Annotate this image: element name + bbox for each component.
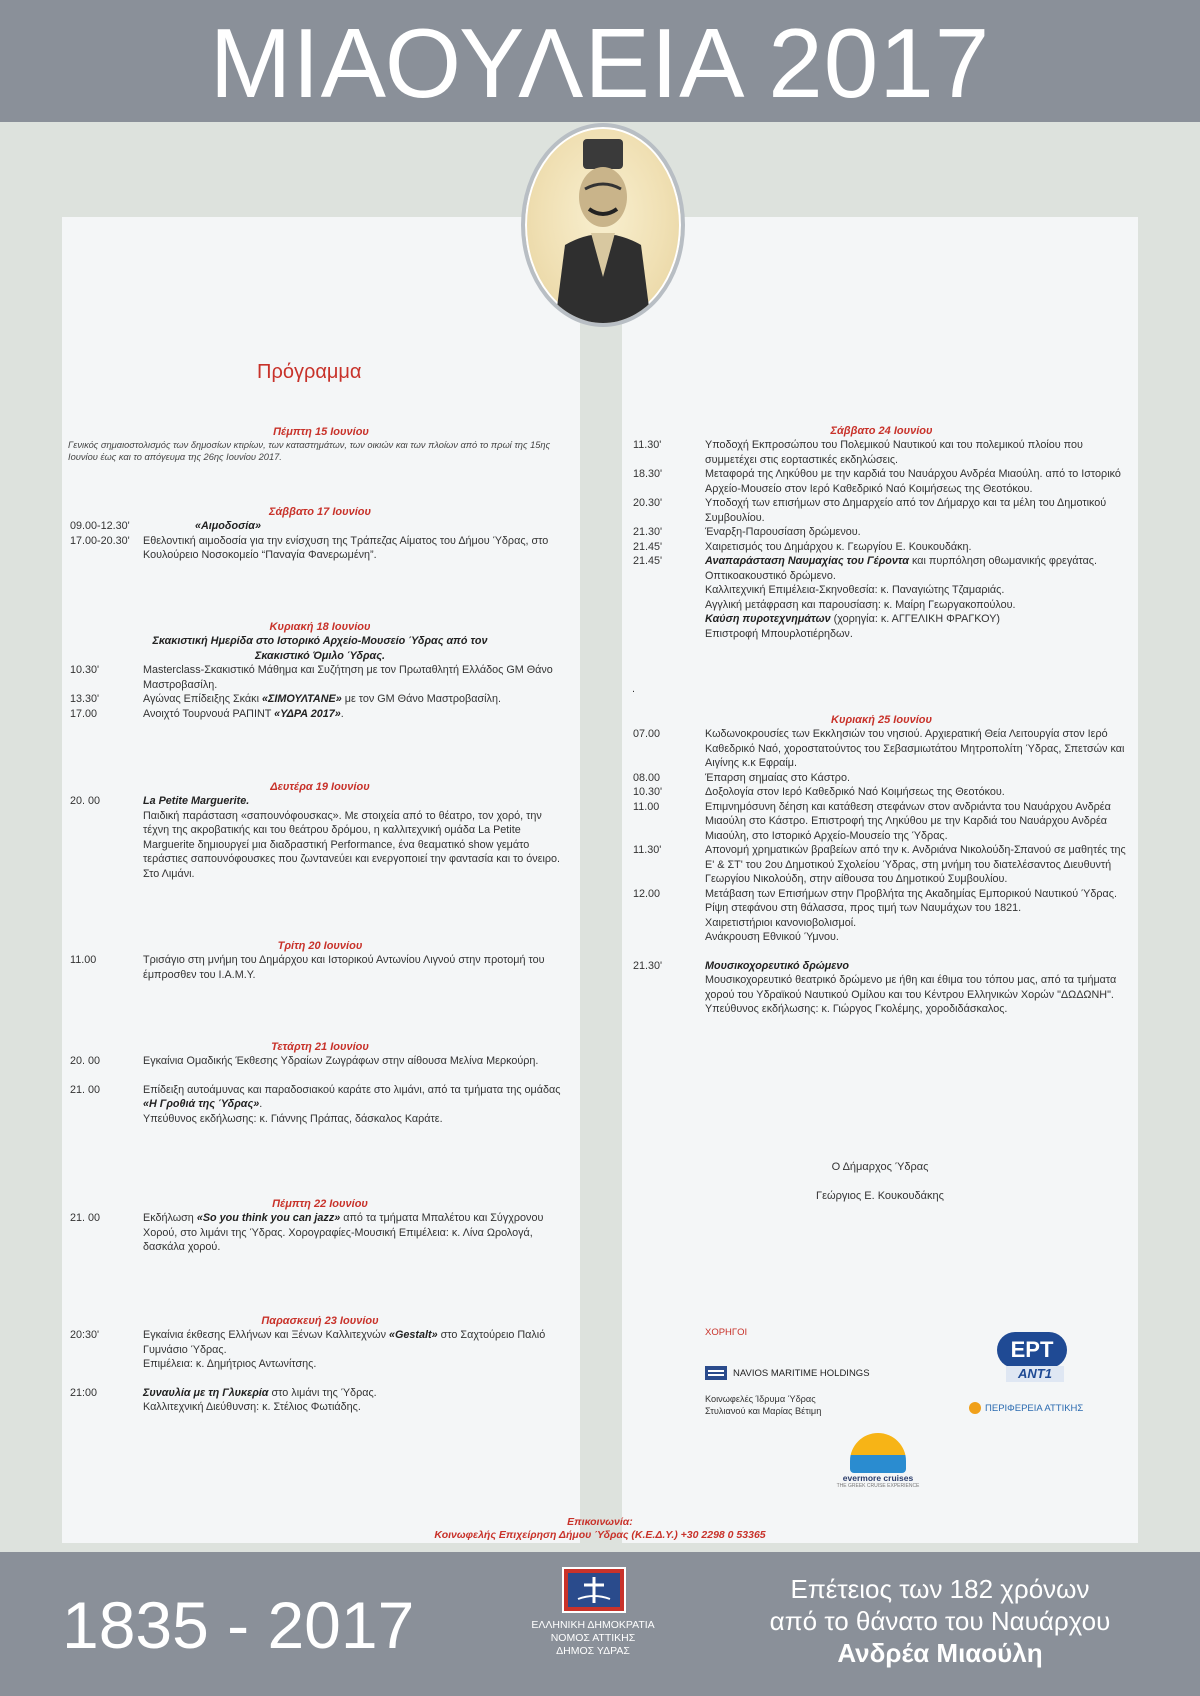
- perifereia-label: ΠΕΡΙΦΕΡΕΙΑ ΑΤΤΙΚΗΣ: [985, 1402, 1084, 1414]
- event-text: (χορηγία: κ. ΑΓΓΕΛΙΚΗ ΦΡΑΓΚΟΥ): [830, 613, 1001, 625]
- poster-title: ΜΙΑΟΥΛΕΙΑ 2017: [209, 8, 991, 118]
- koinofeles-line-2: Στυλιανού και Μαρίας Βέτιμη: [705, 1406, 822, 1416]
- event-bold: Αναπαράσταση Ναυμαχίας του Γέροντα: [705, 555, 909, 567]
- event-time: 11.00: [633, 800, 660, 813]
- event-time: 21.45': [633, 555, 663, 567]
- event-time: 07.00: [633, 728, 661, 740]
- mayor-title: Ο Δήμαρχος Ύδρας: [831, 1161, 929, 1173]
- event-time: 21. 00: [70, 1212, 101, 1224]
- event-text: Μουσικοχορευτικό θεατρικό δρώμενο με ήθη και έθιμα του τόπου μας, από τα τμήματα χορού του Υδραϊκού Ναυτικού Ομίλου και του Κέντρου Ελληνικών Χορών "ΔΩΔΩΝΗ".: [705, 974, 1117, 1001]
- admiral-portrait-icon: [521, 123, 685, 327]
- event-text: Εθελοντική αιμοδοσία για την ενίσχυση της Τράπεζας Αίματος του Δήμου Ύδρας, στο Κουλούρειο Νοσοκομείο “Παναγία Φανερωμένη”.: [143, 534, 549, 561]
- event-time: 18.30': [633, 468, 663, 480]
- event-text: Αγώνας Επίδειξης Σκάκι: [143, 693, 262, 705]
- event-text: Εγκαίνια Ομαδικής Έκθεσης Υδραίων Ζωγράφων στην αίθουσα Μελίνα Μερκούρη.: [143, 1055, 539, 1067]
- section-sat-17: [70, 505, 570, 563]
- day-heading: Παρασκευή 23 Ιουνίου: [261, 1315, 379, 1327]
- event-headline: Σκακιστική Ημερίδα στο Ιστορικό Αρχείο-Μουσείο Ύδρας από τον Σκακιστικό Όμιλο Ύδρας.: [152, 635, 488, 662]
- event-text: Επιμέλεια: κ. Δημήτριος Αντωνίτσης.: [143, 1358, 317, 1370]
- event-text: Έπαρση σημαίας στο Κάστρο.: [705, 771, 850, 784]
- day-heading: Δευτέρα 19 Ιουνίου: [270, 781, 370, 793]
- event-bold: «Η Γροθιά της Ύδρας»: [143, 1098, 260, 1110]
- section-mon-19: [70, 780, 570, 881]
- contact-label: Επικοινωνία:: [567, 1516, 633, 1528]
- event-bold: «So you think you can jazz»: [196, 1212, 341, 1224]
- event-text: Δοξολογία στον Ιερό Καθεδρικό Ναό Κοιμήσεως της Θεοτόκου.: [705, 786, 1005, 798]
- event-text: Υποδοχή των επισήμων στο Δημαρχείο από τον Δήμαρχο και τα μέλη του Δημοτικού Συμβουλίου.: [705, 497, 1107, 524]
- event-time: 09.00-12.30': [70, 520, 130, 532]
- event-text: στο Σαχτούρειο Παλιό Γυμνάσιο Ύδρας.: [143, 1329, 546, 1356]
- day-heading: Σάββατο 17 Ιουνίου: [268, 506, 372, 518]
- section-wed-21: [70, 1040, 570, 1126]
- event-text: Υπεύθυνος εκδήλωσης: κ. Γιάννης Πράπας, δάσκαλος Καράτε.: [143, 1112, 443, 1125]
- event-text: Καλλιτεχνική Διεύθυνση: κ. Στέλιος Φωτιάδης.: [143, 1401, 361, 1413]
- perifereia-icon: [969, 1402, 981, 1414]
- perifereia-logo: [969, 1402, 1083, 1414]
- event-bold: «ΥΔΡΑ 2017»: [274, 707, 341, 720]
- event-bold: «Gestalt»: [389, 1329, 438, 1341]
- section-thu-22: [70, 1197, 570, 1255]
- section-sun-25: [633, 713, 1130, 1017]
- event-time: 21. 00: [70, 1083, 101, 1096]
- event-text: .: [340, 707, 344, 720]
- event-text: από τα τμήματα Μπαλέτου και Σύγχρονου Χορού, στο λιμάνι της Ύδρας. Χορογραφίες-Μουσική Επιμέλεια: κ. Λίνα Ωρολογά, δασκάλα χορού.: [143, 1212, 544, 1253]
- event-text: Εκδήλωση: [143, 1212, 197, 1224]
- sponsors-label: ΧΟΡΗΓΟΙ: [705, 1327, 748, 1338]
- event-text: Masterclass-Σκακιστικό Μάθημα και Συζήτηση με τον Πρωταθλητή Ελλάδος GM Θάνο Μαστροβασίλη.: [143, 664, 553, 691]
- event-text: Ανοιχτό Τουρνουά ΡΑΠΙΝΤ: [143, 707, 275, 720]
- event-time: 13.30': [70, 693, 100, 705]
- event-text: Απονομή χρηματικών βραβείων από την κ. Ανδριάνα Νικολούδη-Σπανού σε μαθητές της Ε' & ΣΤ' του 2ου Δημοτικού Σχολείου Ύδρας, στη μνήμη του διατελέσαντος Διευθυντή Γεωργίου Νικολούδη, στην αίθουσα του Δημοτικού Συμβουλίου.: [705, 844, 1126, 885]
- event-time: 12.00: [633, 887, 661, 900]
- day-heading: Κυριακή 18 Ιουνίου: [269, 621, 371, 633]
- day-heading: Πέμπτη 15 Ιουνίου: [273, 426, 369, 438]
- anniversary-text: [700, 1573, 1180, 1669]
- evermore-logo: [823, 1433, 933, 1489]
- event-text: Χαιρετισμός του Δημάρχου κ. Γεωργίου Ε. Κουκουδάκη.: [705, 540, 972, 553]
- ant1-logo: ΑΝΤ1: [1006, 1366, 1064, 1382]
- event-text: Κωδωνοκρουσίες των Εκκλησιών του νησιού. Αρχιερατική Θεία Λειτουργία στον Ιερό Καθεδρικό Ναό, χοροστατούντος του Σεβασμιωτάτου Μητροπολίτη Ύδρας, Σπετσών και Αιγίνης κ.κ Εφραίμ.: [705, 728, 1125, 769]
- event-text: Εγκαίνια έκθεσης Ελλήνων και Ξένων Καλλιτεχνών: [143, 1329, 389, 1341]
- event-time: 11.30': [633, 844, 662, 856]
- seal-line-1: ΕΛΛΗΝΙΚΗ ΔΗΜΟΚΡΑΤΙΑ: [531, 1619, 655, 1631]
- seal-line-3: ΔΗΜΟΣ ΥΔΡΑΣ: [556, 1645, 630, 1657]
- event-text: Υποδοχή Εκπροσώπου του Πολεμικού Ναυτικού και του πολεμικού πλοίου που συμμετέχει στις εορταστικές εκδηλώσεις.: [705, 439, 1083, 466]
- event-time: 21.45': [633, 540, 663, 553]
- event-text: Καλλιτεχνική Επιμέλεια-Σκηνοθεσία: κ. Παναγιώτης Τζαμαριάς.: [705, 584, 1005, 596]
- anniversary-name: Ανδρέα Μιαούλη: [837, 1638, 1043, 1668]
- section-sat-24: [633, 424, 1130, 641]
- anniversary-line-1: Επέτειος των 182 χρόνων: [790, 1574, 1090, 1604]
- sun-wave-icon: [850, 1433, 906, 1473]
- event-time: 10.30': [70, 664, 100, 676]
- event-bold: Συναυλία με τη Γλυκερία: [143, 1386, 269, 1399]
- event-time: 11.00: [70, 954, 97, 966]
- day-heading: Τετάρτη 21 Ιουνίου: [271, 1041, 369, 1053]
- event-text: Παιδική παράσταση «σαπουνόφουσκας». Με στοιχεία από το θέατρο, τον χορό, την τέχνη της ακροβατικής και του θεάτρου δρόμου, η καλλιτεχνική ομάδα La Petite Marguerite δημιουργεί μια διαδραστική Performance, ένα θεαματικό show γεμάτο τεράστιες σαπουνόφουσκες που ζωντανεύει και ενεργοποιεί την φαντασία και το όνειρο. Στο Λιμάνι.: [143, 809, 561, 880]
- stray-dot: .: [632, 683, 635, 695]
- event-text: στο λιμάνι της Ύδρας.: [268, 1386, 377, 1399]
- koinofeles-sponsor: [705, 1393, 821, 1417]
- section-sun-18: [70, 620, 570, 721]
- flag-note: Γενικός σημαιοστολισμός των δημοσίων κτιρίων, των καταστημάτων, των οικιών και των πλοίων από το πρωί της 15ης Ιουνίου έως και το απόγευμα της 26ης Ιουνίου 2017.: [68, 440, 551, 462]
- event-time: 11.30': [633, 439, 662, 451]
- years-range: 1835 - 2017: [62, 1588, 415, 1662]
- mayor-name: Γεώργιος Ε. Κουκουδάκης: [816, 1190, 944, 1202]
- event-bold: La Petite Marguerite.: [143, 795, 250, 807]
- event-text: Επιμνημόσυνη δέηση και κατάθεση στεφάνων στον ανδριάντα του Ναυάρχου Ανδρέα Μιαούλη στο Κάστρο. Επιστροφή της Ληκύθου με την Καρδιά του Ναυάρχου Ανδρέα Μιαούλη, στο Ιστορικό Αρχείο-Μουσείο της Ύδρας.: [705, 800, 1111, 842]
- event-bold: Μουσικοχορευτικό δρώμενο: [705, 959, 850, 972]
- event-text: Τρισάγιο στη μνήμη του Δημάρχου και Ιστορικού Αντωνίου Λιγνού στην προτομή του έμπροσθεν του Ι.Α.Μ.Υ.: [143, 954, 545, 981]
- evermore-tagline: THE GREEK CRUISE EXPERIENCE: [836, 1483, 920, 1489]
- event-time: 20:30': [70, 1329, 100, 1341]
- contact-block: [0, 1516, 1200, 1542]
- day-heading: Σάββατο 24 Ιουνίου: [830, 425, 933, 437]
- event-time: 08.00: [633, 771, 661, 784]
- event-text: Επίδειξη αυτοάμυνας και παραδοσιακού καράτε στο λιμάνι, από τα τμήματα της ομάδας: [143, 1083, 561, 1096]
- contact-text: Κοινωφελής Επιχείρηση Δήμου Ύδρας (Κ.Ε.Δ.Υ.) +30 2298 0 53365: [434, 1529, 766, 1541]
- event-time: 20. 00: [70, 795, 101, 807]
- event-text: Επιστροφή Μπουρλοτιέρηδων.: [705, 627, 853, 640]
- event-text: Ανάκρουση Εθνικού Ύμνου.: [705, 931, 839, 943]
- navios-icon: [705, 1366, 727, 1380]
- event-text: Μετάβαση των Επισήμων στην Προβλήτα της Ακαδημίας Εμπορικού Ναυτικού Ύδρας. Ρίψη στεφάνου στη θάλασσα, προς τιμή των Ναυμάχων του 1821.: [705, 887, 1117, 914]
- section-thu-15: [68, 425, 574, 463]
- ert-logo: ΕΡΤ: [997, 1332, 1067, 1368]
- navios-label: NAVIOS MARITIME HOLDINGS: [733, 1367, 870, 1379]
- day-heading: Τρίτη 20 Ιουνίου: [277, 940, 363, 952]
- event-time: 10.30': [633, 786, 663, 798]
- day-heading: Πέμπτη 22 Ιουνίου: [272, 1198, 368, 1210]
- evermore-label: evermore cruises: [842, 1473, 914, 1483]
- section-tue-20: [70, 939, 570, 982]
- event-bold: «ΣΙΜΟΥΛΤΑΝΕ»: [261, 693, 342, 705]
- event-text: Υπεύθυνος εκδήλωσης: κ. Γιώργος Γκολέμης, χοροδιδάσκαλος.: [705, 1003, 1008, 1015]
- event-time: 21.30': [633, 959, 663, 972]
- event-text: Χαιρετιστήριοι κανονιοβολισμοί.: [705, 916, 857, 929]
- seal-line-2: ΝΟΜΟΣ ΑΤΤΙΚΗΣ: [550, 1632, 636, 1644]
- event-text: Μεταφορά της Ληκύθου με την καρδιά του Ναυάρχου Ανδρέα Μιαούλη. από το Ιστορικό Αρχείο-Μουσείο στον Ιερό Καθεδρικό Ναό Κοιμήσεως της Θεοτόκου.: [705, 468, 1121, 495]
- event-time: 21.30': [633, 526, 663, 538]
- event-bold: Καύση πυροτεχνημάτων: [705, 613, 831, 625]
- event-text: Έναρξη-Παρουσίαση δρώμενου.: [705, 526, 861, 538]
- event-time: 20.30': [633, 497, 663, 509]
- event-title: «Αιμοδοσία»: [195, 520, 261, 532]
- event-time: 20. 00: [70, 1055, 101, 1067]
- event-time: 17.00: [70, 707, 98, 720]
- event-time: 21:00: [70, 1386, 98, 1399]
- event-text: .: [259, 1098, 263, 1110]
- event-text: και πυρπόληση οθωμανικής φρεγάτας. Οπτικοακουστικό δρώμενο.: [705, 555, 1098, 582]
- program-title: Πρόγραμμα: [257, 361, 362, 383]
- seal-caption: [480, 1619, 706, 1658]
- event-text: Αγγλική μετάφραση και παρουσίαση: κ. Μαίρη Γεωργακοπούλου.: [705, 598, 1016, 611]
- event-time: 17.00-20.30': [70, 534, 130, 547]
- navios-logo: [705, 1366, 870, 1380]
- day-heading: Κυριακή 25 Ιουνίου: [831, 714, 932, 726]
- event-text: με τον GM Θάνο Μαστροβασίλη.: [341, 693, 501, 705]
- municipality-seal-icon: [562, 1567, 626, 1613]
- section-fri-23: [70, 1314, 570, 1415]
- anniversary-line-2: από το θάνατο του Ναυάρχου: [769, 1606, 1111, 1636]
- koinofeles-line-1: Κοινωφελές Ίδρυμα Ύδρας: [705, 1394, 816, 1404]
